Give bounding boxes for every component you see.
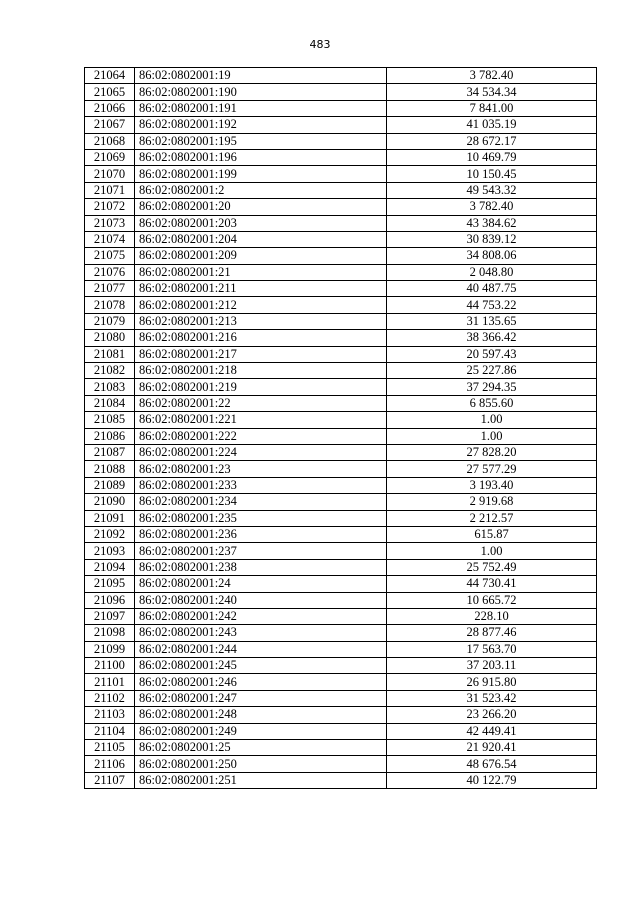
cadastral-value: 228.10 xyxy=(387,608,597,624)
table-row xyxy=(85,166,597,182)
table-row xyxy=(85,559,597,575)
cadastral-value: 31 135.65 xyxy=(387,313,597,329)
cadastral-value: 41 035.19 xyxy=(387,117,597,133)
cadastral-value: 27 577.29 xyxy=(387,461,597,477)
cadastral-number: 86:02:0802001:213 xyxy=(135,313,387,329)
cadastral-value: 44 730.41 xyxy=(387,576,597,592)
cadastral-value: 20 597.43 xyxy=(387,346,597,362)
table-row xyxy=(85,740,597,756)
table-row xyxy=(85,84,597,100)
cadastral-number: 86:02:0802001:19 xyxy=(135,68,387,84)
cadastral-value: 43 384.62 xyxy=(387,215,597,231)
cadastral-number: 86:02:0802001:233 xyxy=(135,477,387,493)
table-row xyxy=(85,68,597,84)
cadastral-number: 86:02:0802001:245 xyxy=(135,658,387,674)
table-row xyxy=(85,182,597,198)
cadastral-value: 10 150.45 xyxy=(387,166,597,182)
cadastral-value: 1.00 xyxy=(387,543,597,559)
row-number: 21091 xyxy=(85,510,135,526)
row-number: 21069 xyxy=(85,149,135,165)
table-row xyxy=(85,297,597,313)
table-row xyxy=(85,756,597,772)
table-row xyxy=(85,674,597,690)
table-row xyxy=(85,444,597,460)
table-row xyxy=(85,543,597,559)
cadastral-number: 86:02:0802001:222 xyxy=(135,428,387,444)
row-number: 21088 xyxy=(85,461,135,477)
row-number: 21064 xyxy=(85,68,135,84)
table-row xyxy=(85,330,597,346)
cadastral-number: 86:02:0802001:203 xyxy=(135,215,387,231)
row-number: 21096 xyxy=(85,592,135,608)
table-row xyxy=(85,592,597,608)
row-number: 21085 xyxy=(85,412,135,428)
table-row xyxy=(85,231,597,247)
cadastral-value: 10 665.72 xyxy=(387,592,597,608)
cadastral-number: 86:02:0802001:236 xyxy=(135,526,387,542)
cadastral-number: 86:02:0802001:248 xyxy=(135,707,387,723)
row-number: 21090 xyxy=(85,494,135,510)
table-row xyxy=(85,526,597,542)
cadastral-number: 86:02:0802001:216 xyxy=(135,330,387,346)
cadastral-value: 17 563.70 xyxy=(387,641,597,657)
cadastral-number: 86:02:0802001:247 xyxy=(135,690,387,706)
cadastral-value: 34 808.06 xyxy=(387,248,597,264)
row-number: 21075 xyxy=(85,248,135,264)
row-number: 21092 xyxy=(85,526,135,542)
table-row xyxy=(85,281,597,297)
cadastral-number: 86:02:0802001:212 xyxy=(135,297,387,313)
cadastral-value: 7 841.00 xyxy=(387,100,597,116)
cadastral-value: 25 752.49 xyxy=(387,559,597,575)
row-number: 21098 xyxy=(85,625,135,641)
table-row xyxy=(85,461,597,477)
row-number: 21084 xyxy=(85,395,135,411)
table-row xyxy=(85,690,597,706)
cadastral-value: 37 203.11 xyxy=(387,658,597,674)
cadastral-number: 86:02:0802001:196 xyxy=(135,149,387,165)
table-row xyxy=(85,658,597,674)
cadastral-number: 86:02:0802001:246 xyxy=(135,674,387,690)
cadastral-number: 86:02:0802001:23 xyxy=(135,461,387,477)
cadastral-number: 86:02:0802001:204 xyxy=(135,231,387,247)
row-number: 21065 xyxy=(85,84,135,100)
row-number: 21081 xyxy=(85,346,135,362)
row-number: 21104 xyxy=(85,723,135,739)
cadastral-value: 28 672.17 xyxy=(387,133,597,149)
table-row xyxy=(85,346,597,362)
cadastral-number: 86:02:0802001:192 xyxy=(135,117,387,133)
row-number: 21107 xyxy=(85,772,135,788)
cadastral-value: 26 915.80 xyxy=(387,674,597,690)
cadastral-number: 86:02:0802001:22 xyxy=(135,395,387,411)
cadastral-value: 49 543.32 xyxy=(387,182,597,198)
table-row xyxy=(85,117,597,133)
row-number: 21079 xyxy=(85,313,135,329)
table-row xyxy=(85,494,597,510)
cadastral-value: 2 919.68 xyxy=(387,494,597,510)
cadastral-number: 86:02:0802001:243 xyxy=(135,625,387,641)
table-row xyxy=(85,363,597,379)
row-number: 21100 xyxy=(85,658,135,674)
cadastral-value: 40 122.79 xyxy=(387,772,597,788)
table-row xyxy=(85,313,597,329)
cadastral-number: 86:02:0802001:199 xyxy=(135,166,387,182)
cadastral-number: 86:02:0802001:224 xyxy=(135,444,387,460)
row-number: 21093 xyxy=(85,543,135,559)
row-number: 21101 xyxy=(85,674,135,690)
cadastral-number: 86:02:0802001:21 xyxy=(135,264,387,280)
row-number: 21106 xyxy=(85,756,135,772)
cadastral-number: 86:02:0802001:219 xyxy=(135,379,387,395)
table-row xyxy=(85,723,597,739)
cadastral-value: 37 294.35 xyxy=(387,379,597,395)
row-number: 21068 xyxy=(85,133,135,149)
table-row xyxy=(85,215,597,231)
cadastral-number: 86:02:0802001:191 xyxy=(135,100,387,116)
cadastral-number: 86:02:0802001:234 xyxy=(135,494,387,510)
row-number: 21074 xyxy=(85,231,135,247)
table-row xyxy=(85,608,597,624)
table-row xyxy=(85,772,597,788)
cadastral-number: 86:02:0802001:218 xyxy=(135,363,387,379)
row-number: 21078 xyxy=(85,297,135,313)
cadastral-value: 6 855.60 xyxy=(387,395,597,411)
cadastral-number: 86:02:0802001:250 xyxy=(135,756,387,772)
table-row xyxy=(85,264,597,280)
row-number: 21102 xyxy=(85,690,135,706)
cadastral-number: 86:02:0802001:235 xyxy=(135,510,387,526)
row-number: 21105 xyxy=(85,740,135,756)
row-number: 21076 xyxy=(85,264,135,280)
row-number: 21103 xyxy=(85,707,135,723)
cadastral-value: 42 449.41 xyxy=(387,723,597,739)
table-row xyxy=(85,576,597,592)
cadastral-value: 3 782.40 xyxy=(387,68,597,84)
cadastral-value: 23 266.20 xyxy=(387,707,597,723)
page-number: 483 xyxy=(309,38,331,51)
cadastral-number: 86:02:0802001:237 xyxy=(135,543,387,559)
cadastral-number: 86:02:0802001:251 xyxy=(135,772,387,788)
cadastral-number: 86:02:0802001:195 xyxy=(135,133,387,149)
cadastral-value: 10 469.79 xyxy=(387,149,597,165)
cadastral-number: 86:02:0802001:190 xyxy=(135,84,387,100)
row-number: 21071 xyxy=(85,182,135,198)
table-row xyxy=(85,133,597,149)
table-row xyxy=(85,248,597,264)
table-row xyxy=(85,510,597,526)
table-row xyxy=(85,707,597,723)
row-number: 21097 xyxy=(85,608,135,624)
row-number: 21066 xyxy=(85,100,135,116)
cadastral-number: 86:02:0802001:24 xyxy=(135,576,387,592)
cadastral-value: 38 366.42 xyxy=(387,330,597,346)
table-row xyxy=(85,379,597,395)
cadastral-value: 2 048.80 xyxy=(387,264,597,280)
row-number: 21080 xyxy=(85,330,135,346)
cadastral-value: 30 839.12 xyxy=(387,231,597,247)
row-number: 21082 xyxy=(85,363,135,379)
table-row xyxy=(85,149,597,165)
cadastral-value: 31 523.42 xyxy=(387,690,597,706)
cadastral-number: 86:02:0802001:242 xyxy=(135,608,387,624)
table-row xyxy=(85,477,597,493)
cadastral-value: 27 828.20 xyxy=(387,444,597,460)
row-number: 21073 xyxy=(85,215,135,231)
cadastral-value: 28 877.46 xyxy=(387,625,597,641)
row-number: 21072 xyxy=(85,199,135,215)
cadastral-value: 615.87 xyxy=(387,526,597,542)
cadastral-number: 86:02:0802001:25 xyxy=(135,740,387,756)
row-number: 21094 xyxy=(85,559,135,575)
table-row xyxy=(85,395,597,411)
row-number: 21067 xyxy=(85,117,135,133)
table-row xyxy=(85,199,597,215)
cadastral-number: 86:02:0802001:221 xyxy=(135,412,387,428)
cadastral-number: 86:02:0802001:240 xyxy=(135,592,387,608)
row-number: 21070 xyxy=(85,166,135,182)
row-number: 21099 xyxy=(85,641,135,657)
cadastral-value: 3 193.40 xyxy=(387,477,597,493)
row-number: 21089 xyxy=(85,477,135,493)
table-row xyxy=(85,641,597,657)
cadastral-number: 86:02:0802001:244 xyxy=(135,641,387,657)
table-body xyxy=(85,68,597,789)
cadastral-value: 44 753.22 xyxy=(387,297,597,313)
cadastral-value: 48 676.54 xyxy=(387,756,597,772)
row-number: 21083 xyxy=(85,379,135,395)
table-row xyxy=(85,428,597,444)
cadastral-number: 86:02:0802001:211 xyxy=(135,281,387,297)
row-number: 21087 xyxy=(85,444,135,460)
cadastral-table xyxy=(84,67,597,789)
cadastral-number: 86:02:0802001:238 xyxy=(135,559,387,575)
cadastral-value: 34 534.34 xyxy=(387,84,597,100)
cadastral-value: 25 227.86 xyxy=(387,363,597,379)
row-number: 21095 xyxy=(85,576,135,592)
row-number: 21077 xyxy=(85,281,135,297)
cadastral-value: 1.00 xyxy=(387,428,597,444)
cadastral-value: 3 782.40 xyxy=(387,199,597,215)
cadastral-number: 86:02:0802001:217 xyxy=(135,346,387,362)
table-row xyxy=(85,625,597,641)
cadastral-number: 86:02:0802001:2 xyxy=(135,182,387,198)
row-number: 21086 xyxy=(85,428,135,444)
cadastral-value: 21 920.41 xyxy=(387,740,597,756)
cadastral-value: 2 212.57 xyxy=(387,510,597,526)
cadastral-number: 86:02:0802001:20 xyxy=(135,199,387,215)
table-row xyxy=(85,412,597,428)
cadastral-number: 86:02:0802001:249 xyxy=(135,723,387,739)
cadastral-value: 1.00 xyxy=(387,412,597,428)
cadastral-value: 40 487.75 xyxy=(387,281,597,297)
cadastral-number: 86:02:0802001:209 xyxy=(135,248,387,264)
table-row xyxy=(85,100,597,116)
